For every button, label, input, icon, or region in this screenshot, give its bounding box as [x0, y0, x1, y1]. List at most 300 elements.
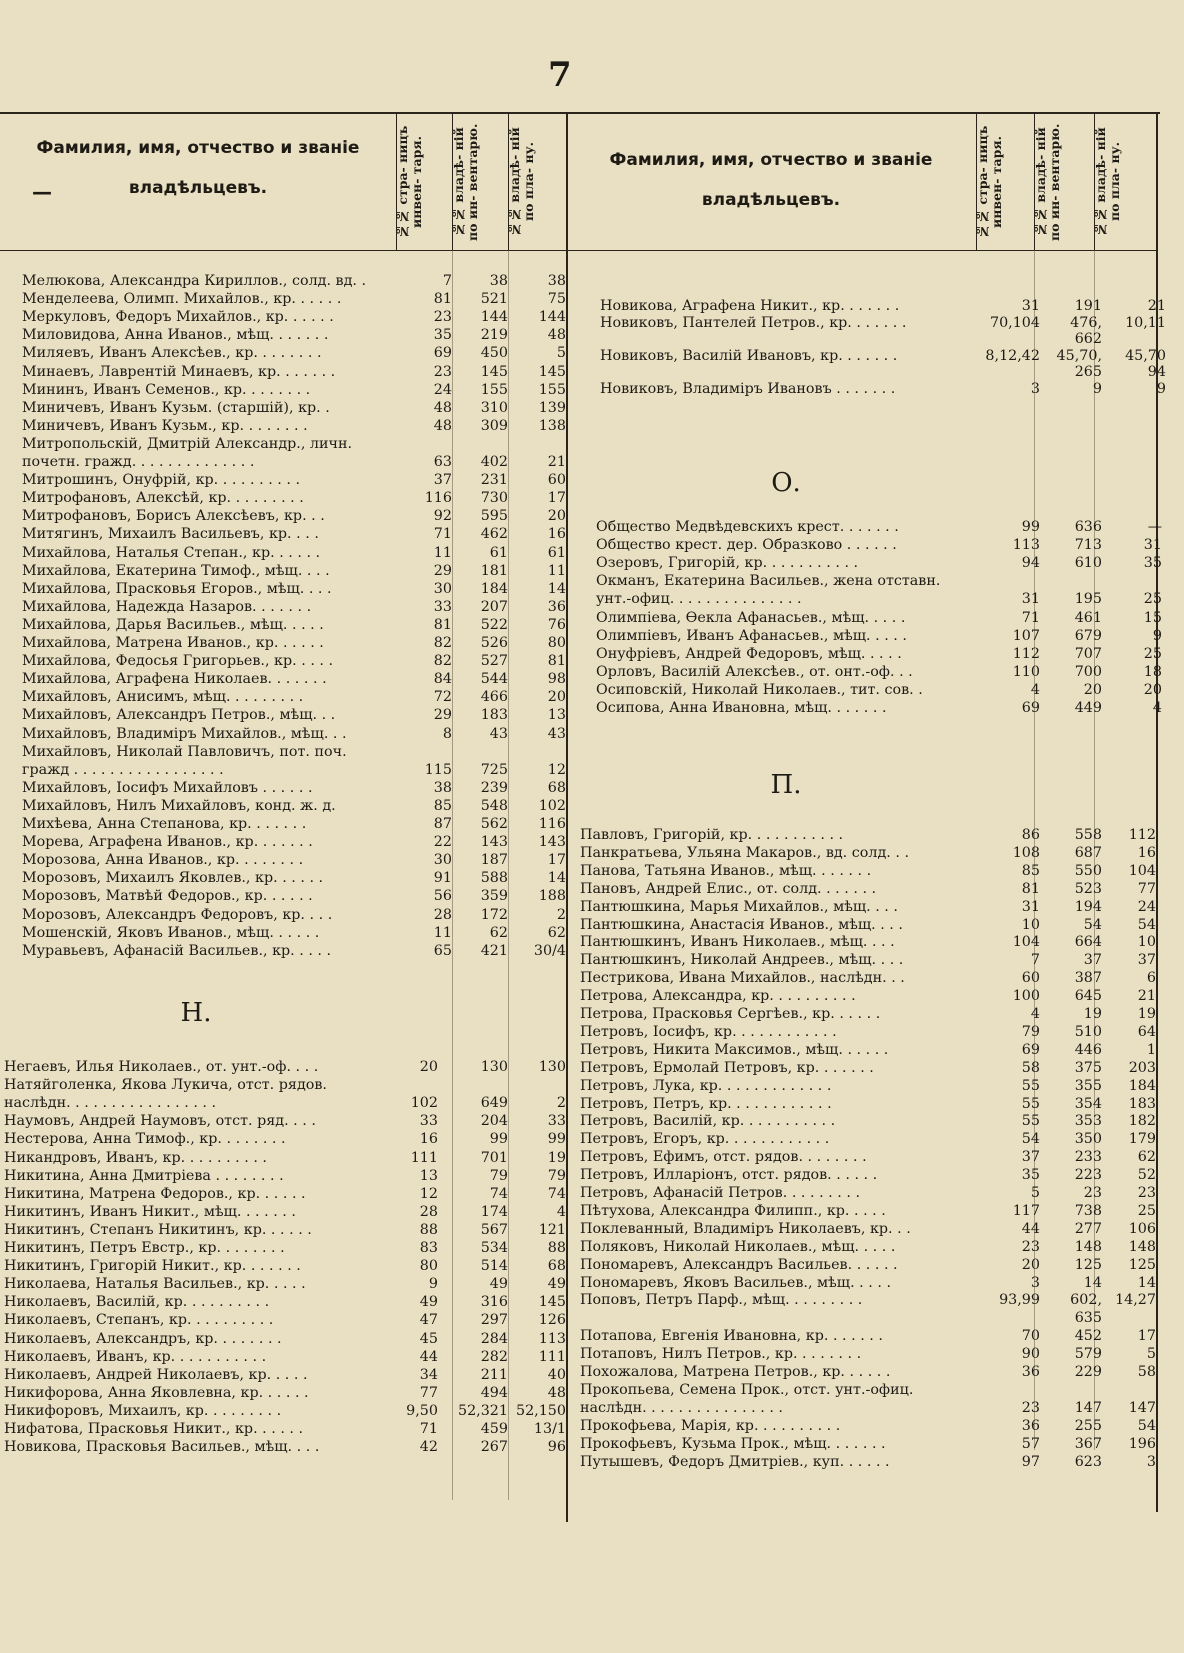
owner-name: почетн. гражд. . . . . . . . . . . . . . — [22, 454, 255, 470]
owner-name: Николаевъ, Андрей Николаевъ, кр. . . . . — [4, 1366, 308, 1383]
inventory-number-cell: 195 — [1074, 591, 1102, 608]
inventory-number-cell: 353 — [1074, 1113, 1102, 1130]
plan-number-cell: 126 — [538, 1312, 566, 1329]
table-row — [580, 1041, 1156, 1059]
page-number-cell: 33 — [419, 1113, 438, 1130]
page-number-cell: 36 — [1021, 1417, 1040, 1434]
inventory-number-cell: 187 — [480, 852, 508, 869]
header-name-right — [566, 140, 976, 220]
page-number-cell: 97 — [1021, 1453, 1040, 1470]
owner-name: Михайлова, Матрена Иванов., кр. . . . . . — [22, 635, 324, 651]
plan-number-cell: 11 — [547, 562, 566, 579]
inventory-number-cell: 223 — [1074, 1167, 1102, 1184]
page-number-cell: 70,104 — [989, 314, 1040, 331]
header-col-plan-right: №№ владѣ- ній по пла- ну. — [1093, 127, 1122, 237]
inventory-number-cell: 23 — [1083, 1185, 1102, 1201]
inventory-number-cell: 562 — [480, 816, 508, 832]
inventory-number-cell: 494 — [480, 1384, 508, 1401]
inventory-number-cell: 701 — [480, 1149, 508, 1166]
owner-name: Петровъ, Афанасій Петров. . . . . . . . . — [580, 1185, 860, 1201]
inventory-number-cell: 125 — [1074, 1256, 1102, 1273]
page-number-cell: 113 — [1012, 537, 1040, 554]
page-number-cell: 81 — [433, 616, 452, 633]
inventory-number-cell: 548 — [480, 797, 508, 814]
owner-name: Новиковъ, Василій Ивановъ, кр. . . . . . . — [600, 347, 898, 364]
inventory-number-cell: 316 — [480, 1294, 508, 1311]
plan-number-cell: 17 — [547, 490, 566, 507]
inventory-number-cell: 421 — [480, 942, 508, 959]
table-row — [580, 826, 1156, 844]
table-row — [580, 1327, 1156, 1345]
page-number-cell: 23 — [433, 309, 452, 326]
plan-number-cell: 54 — [1137, 916, 1156, 933]
inventory-number-cell: 700 — [1074, 663, 1102, 680]
inventory-number-cell: 459 — [480, 1421, 508, 1437]
plan-number-cell: 81 — [547, 653, 566, 670]
table-row — [4, 1330, 568, 1348]
plan-number-cell: 155 — [538, 381, 566, 398]
inventory-number-cell: 558 — [1074, 827, 1102, 843]
page-number-cell: 102 — [410, 1095, 438, 1112]
table-row — [4, 1366, 568, 1384]
top-rule — [0, 112, 1160, 114]
page-number-cell: 83 — [419, 1240, 438, 1256]
owner-name: Никандровъ, Иванъ, кр. . . . . . . . . . — [4, 1149, 267, 1166]
table-row — [596, 699, 1162, 717]
inventory-number-cell: 567 — [480, 1221, 508, 1238]
page-number-cell: 71 — [419, 1421, 438, 1437]
plan-number-cell: 14 — [1137, 1274, 1156, 1291]
plan-number-cell: 64 — [1137, 1023, 1156, 1040]
plan-number-cell: — — [1147, 519, 1162, 535]
owner-name: Митрофановъ, Борисъ Алексѣевъ, кр. . . — [22, 508, 325, 525]
owner-name: Онуфріевъ, Андрей Федоровъ, мѣщ. . . . . — [596, 645, 902, 662]
page-number-cell: 7 — [442, 273, 452, 289]
table-row — [22, 489, 568, 507]
table-row — [4, 1293, 568, 1311]
section-letter-o: О. — [771, 468, 801, 498]
inventory-number-cell: 43 — [489, 725, 508, 742]
inventory-number-cell: 310 — [480, 399, 508, 416]
inventory-number-cell: 194 — [1074, 898, 1102, 915]
table-row — [600, 380, 1166, 398]
table-row — [580, 987, 1156, 1005]
table-row — [22, 399, 568, 417]
page-number-cell: 71 — [1021, 609, 1040, 626]
header-dash: — — [32, 180, 52, 204]
plan-number-cell: 20 — [1143, 681, 1162, 698]
inventory-number-cell: 664 — [1074, 934, 1102, 951]
table-row — [22, 308, 568, 326]
inventory-number-cell: 595 — [480, 508, 508, 525]
table-row — [580, 1256, 1156, 1274]
plan-number-cell: 60 — [547, 472, 566, 489]
owner-name: Пѣтухова, Александра Филипп., кр. . . . . — [580, 1202, 886, 1219]
table-row — [580, 1435, 1156, 1453]
table-row — [580, 951, 1156, 969]
section-letter-p: П. — [770, 770, 802, 800]
inventory-number-cell: 725 — [480, 761, 508, 778]
table-row — [22, 363, 568, 381]
owner-name: Никитинъ, Петръ Евстр., кр. . . . . . . . — [4, 1240, 285, 1256]
table-row — [580, 1238, 1156, 1256]
plan-number-cell: 104 — [1128, 862, 1156, 879]
inventory-number-cell: 450 — [480, 345, 508, 362]
table-row — [22, 851, 568, 869]
table-row — [580, 1148, 1156, 1166]
inventory-number-cell: 354 — [1074, 1095, 1102, 1112]
plan-number-cell: 9 — [1152, 627, 1162, 644]
plan-number-cell: 62 — [1137, 1149, 1156, 1166]
table-row — [22, 652, 568, 670]
table-row — [4, 1311, 568, 1329]
owner-name: Михайловъ, Александръ Петров., мѣщ. . . — [22, 707, 336, 724]
page-number-cell: 37 — [1021, 1149, 1040, 1166]
owner-name: Петрова, Александра, кр. . . . . . . . . . — [580, 988, 856, 1005]
page-number-cell: 57 — [1021, 1435, 1040, 1452]
owner-name: Панова, Татьяна Иванов., мѣщ. . . . . . . — [580, 862, 872, 879]
table-row — [580, 1005, 1156, 1023]
plan-number-cell: 45,70 — [1125, 347, 1166, 364]
inventory-number-cell: 510 — [1074, 1023, 1102, 1040]
header-name-line2: владѣльцевъ. — [128, 178, 268, 198]
plan-number-cell: 16 — [1137, 844, 1156, 861]
plan-number-cell: 31 — [1143, 537, 1162, 554]
page-number-cell: 28 — [419, 1203, 438, 1220]
owner-name: Митягинъ, Михаилъ Васильевъ, кр. . . . — [22, 526, 319, 543]
inventory-number-cell: 14 — [1083, 1274, 1102, 1291]
owner-name: Пестрикова, Ивана Михайлов., наслѣдн. . . — [580, 970, 905, 987]
table-row — [600, 347, 1166, 365]
plan-number-cell: 88 — [547, 1240, 566, 1256]
plan-number-cell: 12 — [547, 761, 566, 778]
plan-number-cell: 21 — [1147, 298, 1166, 314]
table-row — [22, 797, 568, 815]
table-row — [4, 1384, 568, 1402]
table-row — [4, 1420, 568, 1438]
table-row — [596, 554, 1162, 572]
plan-number-cell: 94 — [1147, 364, 1166, 380]
inventory-number-cell: 211 — [480, 1366, 508, 1383]
page-number-cell: 86 — [1021, 827, 1040, 843]
plan-number-cell: 35 — [1143, 555, 1162, 572]
owner-name: Миляевъ, Иванъ Алексѣев., кр. . . . . . . . — [22, 345, 322, 362]
page-number-cell: 82 — [433, 653, 452, 670]
owner-name: Наумовъ, Андрей Наумовъ, отст. ряд. . . . — [4, 1113, 316, 1130]
table-row — [22, 507, 568, 525]
plan-number-cell: 25 — [1143, 645, 1162, 662]
owner-name: Поляковъ, Николай Николаев., мѣщ. . . . . — [580, 1238, 896, 1255]
owner-name: Михайлова, Наталья Степан., кр. . . . . . — [22, 544, 321, 561]
plan-number-cell: 14 — [547, 580, 566, 597]
inventory-number-cell: 623 — [1074, 1453, 1102, 1470]
table-row — [4, 1058, 568, 1076]
page-number-cell: 54 — [1021, 1131, 1040, 1148]
owner-name: Никитинъ, Степанъ Никитинъ, кр. . . . . . — [4, 1221, 312, 1238]
table-row — [580, 933, 1156, 951]
page-number-cell: 3 — [1030, 380, 1040, 397]
plan-number-cell: 139 — [538, 399, 566, 416]
header-col-plan-left: №№ владѣ- ній по пла- ну. — [507, 127, 536, 237]
inventory-number-cell: 602, — [1070, 1292, 1102, 1309]
owner-name: Михайлова, Аграфена Николаев. . . . . . . — [22, 671, 327, 688]
inventory-number-cell: 550 — [1074, 862, 1102, 879]
inventory-number-cell: 466 — [480, 689, 508, 706]
plan-number-cell: 77 — [1137, 880, 1156, 897]
owner-name: Петровъ, Лука, кр. . . . . . . . . . . . . — [580, 1077, 832, 1094]
table-row — [580, 1077, 1156, 1095]
table-row — [580, 1453, 1156, 1471]
owner-name: Митрошинъ, Онуфрій, кр. . . . . . . . . . — [22, 472, 301, 489]
owner-name: Новикова, Аграфена Никит., кр. . . . . . . — [600, 298, 900, 314]
inventory-number-cell: 635 — [1074, 1310, 1102, 1327]
table-row — [580, 1381, 1156, 1399]
owner-name: Петровъ, Петръ, кр. . . . . . . . . . . . — [580, 1095, 832, 1112]
table-row — [580, 1309, 1156, 1327]
page-number-cell: 44 — [1021, 1220, 1040, 1237]
owner-name: Митрофановъ, Алексѣй, кр. . . . . . . . . — [22, 490, 304, 507]
owner-name: Прокофьева, Марія, кр. . . . . . . . . . — [580, 1417, 841, 1434]
table-row — [596, 518, 1162, 536]
table-row — [22, 942, 568, 960]
owner-name: Нифатова, Прасковья Никит., кр. . . . . . — [4, 1421, 304, 1437]
page-number-cell: 69 — [1021, 1041, 1040, 1058]
page-number-cell: 55 — [1021, 1077, 1040, 1094]
inventory-number-cell: 99 — [489, 1131, 508, 1148]
page-number-cell: 55 — [1021, 1113, 1040, 1130]
plan-number-cell: 54 — [1137, 1417, 1156, 1434]
plan-number-cell: 125 — [1128, 1256, 1156, 1273]
page-number-cell: 23 — [1021, 1399, 1040, 1416]
page-number-cell: 56 — [433, 888, 452, 905]
inventory-number-cell: 645 — [1074, 988, 1102, 1005]
inventory-number-cell: 130 — [480, 1059, 508, 1075]
inventory-number-cell: 522 — [480, 616, 508, 633]
plan-number-cell: 4 — [1152, 700, 1162, 716]
plan-number-cell: 10 — [1137, 934, 1156, 951]
page-number-cell: 44 — [419, 1348, 438, 1365]
plan-number-cell: 61 — [547, 544, 566, 561]
inventory-number-cell: 147 — [1074, 1399, 1102, 1416]
table-row — [596, 590, 1162, 608]
inventory-number-cell: 255 — [1074, 1417, 1102, 1434]
inventory-number-cell: 649 — [480, 1095, 508, 1112]
page-number-cell: 55 — [1021, 1095, 1040, 1112]
table-row — [22, 779, 568, 797]
inventory-number-cell: 49 — [489, 1276, 508, 1293]
page-number-cell: 29 — [433, 562, 452, 579]
owner-name: Меркуловъ, Федоръ Михайлов., кр. . . . . . — [22, 309, 334, 326]
table-row — [22, 544, 568, 562]
owner-name: Михайловъ, Нилъ Михайловъ, конд. ж. д. — [22, 797, 336, 814]
page-number-cell: 87 — [433, 816, 452, 832]
owner-name: Николаевъ, Василій, кр. . . . . . . . . . — [4, 1294, 270, 1311]
owner-name: Новикова, Прасковья Васильев., мѣщ. . . . — [4, 1439, 320, 1456]
page-number-cell: 28 — [433, 906, 452, 923]
plan-number-cell: 19 — [1137, 1006, 1156, 1022]
owner-name: Петровъ, Илларіонъ, отст. рядов. . . . . . — [580, 1167, 878, 1184]
table-row — [580, 898, 1156, 916]
owner-name: Нестерова, Анна Тимоф., кр. . . . . . . . — [4, 1131, 286, 1148]
inventory-number-cell: 662 — [1074, 331, 1102, 347]
page-number-cell: 60 — [1021, 970, 1040, 987]
table-row — [600, 297, 1166, 315]
plan-number-cell: 21 — [547, 454, 566, 470]
page-number-cell: 116 — [424, 490, 452, 507]
page-number-cell: 9,50 — [406, 1402, 438, 1419]
table-row — [600, 330, 1156, 348]
table-row — [4, 1203, 568, 1221]
table-row — [4, 1167, 568, 1185]
owner-name: Морозовъ, Михаилъ Яковлев., кр. . . . . . — [22, 870, 324, 887]
owner-name: Общество крест. дер. Образково . . . . . . — [596, 537, 897, 554]
header-name-left — [0, 128, 396, 208]
owner-name: Путышевъ, Федоръ Дмитріев., куп. . . . . . — [580, 1453, 890, 1470]
inventory-number-cell: 544 — [480, 671, 508, 688]
page-number-cell: 70 — [1021, 1328, 1040, 1345]
page-number-cell: 91 — [433, 870, 452, 887]
page-number-cell: 24 — [433, 381, 452, 398]
inventory-number-cell: 284 — [480, 1330, 508, 1347]
plan-number-cell: 188 — [538, 888, 566, 905]
owner-name: Пономаревъ, Яковъ Васильев., мѣщ. . . . . — [580, 1274, 891, 1291]
inventory-number-cell: 277 — [1074, 1220, 1102, 1237]
table-row — [22, 869, 568, 887]
table-row — [596, 609, 1162, 627]
owner-name: Потаповъ, Нилъ Петров., кр. . . . . . . . — [580, 1346, 862, 1363]
table-row — [4, 1076, 568, 1094]
page-number-cell: 35 — [1021, 1167, 1040, 1184]
table-row — [4, 1185, 568, 1203]
inventory-number-cell: 355 — [1074, 1077, 1102, 1094]
table-row — [4, 1094, 568, 1112]
owner-name: Никифорова, Анна Яковлевна, кр. . . . . . — [4, 1384, 309, 1401]
table-row — [596, 681, 1162, 699]
header-name-line1: Фамилия, имя, отчество и званіе — [609, 150, 933, 170]
inventory-number-cell: 231 — [480, 472, 508, 489]
page-number-cell: 104 — [1012, 934, 1040, 951]
plan-number-cell: 147 — [1128, 1399, 1156, 1416]
header-rule-right — [566, 250, 1158, 251]
plan-number-cell: 13 — [547, 707, 566, 724]
table-row — [22, 887, 568, 905]
owner-name: Пантюшкина, Анастасія Иванов., мѣщ. . . . — [580, 916, 903, 933]
page-number-cell: 4 — [1030, 681, 1040, 698]
page-number-cell: 30 — [433, 852, 452, 869]
inventory-number-cell: 476, — [1070, 314, 1102, 331]
owner-name: Миничевъ, Иванъ Кузьм. (старшій), кр. . — [22, 399, 330, 416]
plan-number-cell: 75 — [547, 291, 566, 308]
plan-number-cell: 6 — [1146, 970, 1156, 987]
table-row — [580, 1112, 1156, 1130]
plan-number-cell: 121 — [538, 1221, 566, 1238]
owner-name: Никитина, Анна Дмитріева . . . . . . . . — [4, 1167, 284, 1184]
page-number-cell: 88 — [419, 1221, 438, 1238]
table-row — [580, 1166, 1156, 1184]
inventory-number-cell: 309 — [480, 417, 508, 434]
page-number-cell: 42 — [419, 1439, 438, 1456]
table-row — [22, 616, 568, 634]
page-number-cell: 107 — [1012, 627, 1040, 644]
plan-number-cell: 43 — [547, 725, 566, 742]
inventory-number-cell: 452 — [1074, 1328, 1102, 1345]
page-number-cell: 111 — [410, 1149, 438, 1166]
page-number-cell: 93,99 — [999, 1292, 1040, 1309]
owner-name: Михайлова, Надежда Назаров. . . . . . . — [22, 598, 312, 615]
plan-number-cell: 24 — [1137, 898, 1156, 915]
plan-number-cell: 10,11 — [1125, 314, 1166, 331]
plan-number-cell: 4 — [556, 1203, 566, 1220]
owner-name: Петровъ, Ефимъ, отст. рядов. . . . . . . . — [580, 1149, 867, 1166]
plan-number-cell: 62 — [547, 924, 566, 941]
table-row — [22, 417, 568, 435]
owner-name: Орловъ, Василій Алексѣев., от. онт.-оф. . . — [596, 663, 913, 680]
inventory-number-cell: 174 — [480, 1203, 508, 1220]
inventory-number-cell: 579 — [1074, 1346, 1102, 1363]
page-number-cell: 117 — [1012, 1202, 1040, 1219]
page-number-cell: 81 — [433, 291, 452, 308]
inventory-number-cell: 207 — [480, 598, 508, 615]
plan-number-cell: 30/4 — [533, 942, 566, 959]
header-rule-left — [0, 250, 566, 251]
plan-number-cell: 15 — [1143, 609, 1162, 626]
page-number-cell: 92 — [433, 508, 452, 525]
owner-name: Никифоровъ, Михаилъ, кр. . . . . . . . . — [4, 1402, 282, 1419]
plan-number-cell: 184 — [1128, 1077, 1156, 1094]
page-number: 7 — [548, 55, 572, 95]
inventory-number-cell: 402 — [480, 454, 508, 470]
plan-number-cell: 116 — [538, 816, 566, 832]
header-col-inventory-left: №№ владѣ- ній по ин- вентарю. — [451, 123, 480, 241]
page-number-cell: 79 — [1021, 1023, 1040, 1040]
page-number-cell: 108 — [1012, 844, 1040, 861]
table-row — [580, 862, 1156, 880]
table-row — [22, 634, 568, 652]
plan-number-cell: 58 — [1137, 1364, 1156, 1380]
owner-name: Окманъ, Екатерина Васильев., жена отставн. — [596, 573, 941, 590]
table-row — [596, 572, 1156, 590]
inventory-number-cell: 145 — [480, 363, 508, 380]
plan-number-cell: 179 — [1128, 1131, 1156, 1148]
plan-number-cell: 38 — [547, 273, 566, 289]
page-number-cell: 16 — [419, 1131, 438, 1148]
page-number-cell: 29 — [433, 707, 452, 724]
owner-name: Михайлова, Прасковья Егоров., мѣщ. . . . — [22, 580, 332, 597]
table-row — [4, 1438, 568, 1456]
inventory-number-cell: 143 — [480, 834, 508, 851]
table-row — [580, 1023, 1156, 1041]
table-row — [580, 1220, 1156, 1238]
owner-name: Николаева, Наталья Васильев., кр. . . . . — [4, 1276, 306, 1293]
page-number-cell: 13 — [419, 1167, 438, 1184]
owner-name: Прокопьева, Семена Прок., отст. унт.-офиц. — [580, 1381, 914, 1398]
table-row — [22, 924, 568, 942]
owner-name: Новиковъ, Владиміръ Ивановъ . . . . . . . — [600, 380, 896, 397]
owner-name: Пантюшкинъ, Николай Андреев., мѣщ. . . . — [580, 952, 904, 969]
plan-number-cell: 25 — [1137, 1202, 1156, 1219]
owner-name: Общество Медвѣдевскихъ крест. . . . . . . — [596, 519, 899, 535]
table-row — [580, 1202, 1156, 1220]
page-number-cell: 12 — [419, 1185, 438, 1202]
table-row — [580, 969, 1156, 987]
plan-number-cell: 36 — [547, 598, 566, 615]
inventory-number-cell: 462 — [480, 526, 508, 543]
inventory-number-cell: 707 — [1074, 645, 1102, 662]
inventory-number-cell: 54 — [1083, 916, 1102, 933]
page-number-cell: 34 — [419, 1366, 438, 1383]
table-row — [22, 435, 568, 453]
page-number-cell: 11 — [433, 924, 452, 941]
